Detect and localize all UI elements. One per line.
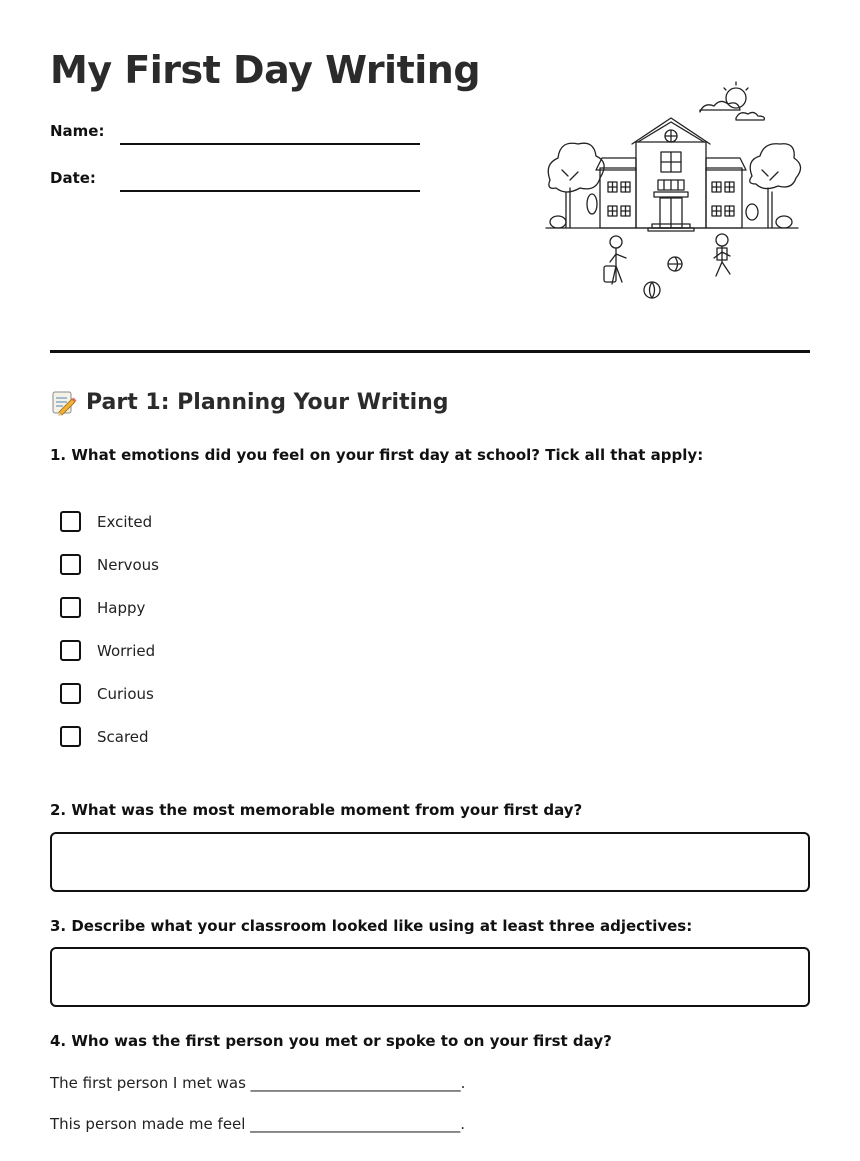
- option-label: Happy: [97, 598, 146, 617]
- section-divider: [50, 350, 810, 353]
- question-4: 4. Who was the first person you met or spoke to on your first day?: [50, 1032, 612, 1050]
- option-label: Nervous: [97, 555, 159, 574]
- question-3: 3. Describe what your classroom looked like using at least three adjectives:: [50, 917, 693, 935]
- memo-pencil-icon: [50, 388, 78, 416]
- option-label: Scared: [97, 727, 149, 746]
- emotion-checkbox-scared[interactable]: [60, 726, 81, 747]
- option-row[interactable]: [60, 640, 155, 661]
- emotion-checkbox-nervous[interactable]: [60, 554, 81, 575]
- memorable-moment-input[interactable]: [50, 832, 810, 892]
- person-feeling-fill-line[interactable]: This person made me feel ____________________________.: [50, 1115, 465, 1133]
- option-row[interactable]: [60, 597, 145, 618]
- part1-title-text: Part 1: Planning Your Writing: [86, 389, 449, 415]
- emotion-checkbox-happy[interactable]: [60, 597, 81, 618]
- option-label: Worried: [97, 641, 156, 660]
- classroom-adjectives-input[interactable]: [50, 947, 810, 1007]
- question-1: 1. What emotions did you feel on your first day at school? Tick all that apply:: [50, 446, 704, 464]
- option-row[interactable]: [60, 683, 154, 704]
- date-label: Date:: [50, 169, 96, 187]
- name-input-line[interactable]: [120, 143, 420, 145]
- name-label: Name:: [50, 122, 105, 140]
- first-person-fill-line[interactable]: The first person I met was ____________________________.: [50, 1074, 466, 1092]
- school-building-illustration: [540, 80, 802, 305]
- emotion-checkbox-curious[interactable]: [60, 683, 81, 704]
- option-row[interactable]: [60, 554, 159, 575]
- page-title: My First Day Writing: [50, 48, 481, 92]
- option-label: Excited: [97, 512, 153, 531]
- part1-title: [50, 388, 449, 416]
- emotion-checkbox-worried[interactable]: [60, 640, 81, 661]
- emotion-checkbox-excited[interactable]: [60, 511, 81, 532]
- question-2: 2. What was the most memorable moment from your first day?: [50, 801, 583, 819]
- date-input-line[interactable]: [120, 190, 420, 192]
- option-row[interactable]: [60, 726, 149, 747]
- option-row[interactable]: [60, 511, 152, 532]
- option-label: Curious: [97, 684, 154, 703]
